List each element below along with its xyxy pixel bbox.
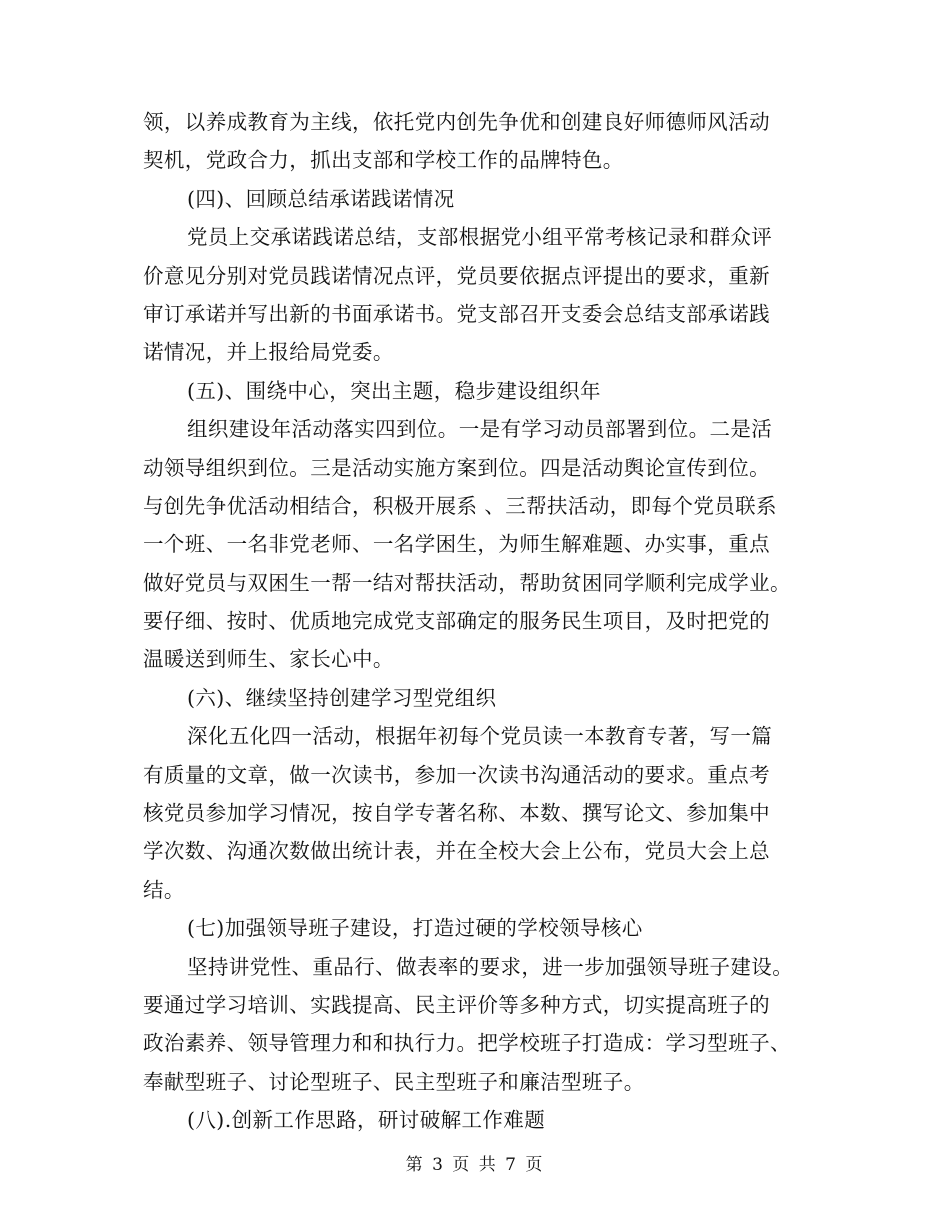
text-line: 要通过学习培训、实践提高、民主评价等多种方式，切实提高班子的 — [143, 992, 770, 1017]
text-line: 温暖送到师生、家长心中。 — [143, 647, 394, 672]
text-line: (七)加强领导班子建设，打造过硬的学校领导核心 — [187, 916, 643, 941]
text-line: 与创先争优活动相结合，积极开展系 、三帮扶活动，即每个党员联系 — [143, 493, 777, 518]
text-line: 一个班、一名非党老师、一名学困生，为师生解难题、办实事，重点 — [143, 532, 770, 557]
text-line: 做好党员与双困生一帮一结对帮扶活动，帮助贫困同学顺利完成学业。 — [143, 570, 791, 595]
text-line: 组织建设年活动落实四到位。一是有学习动员部署到位。二是活 — [187, 417, 773, 442]
text-line: 要仔细、按时、优质地完成党支部确定的服务民生项目，及时把党的 — [143, 609, 770, 634]
text-line: 有质量的文章，做一次读书，参加一次读书沟通活动的要求。重点考 — [143, 762, 770, 787]
text-line: (六)、继续坚持创建学习型党组织 — [187, 685, 497, 710]
text-line: 审订承诺并写出新的书面承诺书。党支部召开支委会总结支部承诺践 — [143, 301, 770, 326]
text-line: (五)、围绕中心，突出主题，稳步建设组织年 — [187, 378, 601, 403]
document-body — [143, 103, 823, 1140]
text-line: 领，以养成教育为主线，依托党内创先争优和创建良好师德师风活动 — [143, 110, 770, 134]
page-footer: 第 3 页 共 7 页 — [405, 1155, 545, 1175]
text-line: 契机，党政合力，抓出支部和学校工作的品牌特色。 — [143, 148, 624, 173]
text-line: 核党员参加学习情况，按自学专著名称、本数、撰写论文、参加集中 — [143, 801, 770, 826]
text-line: 坚持讲党性、重品行、做表率的要求，进一步加强领导班子建设。 — [187, 954, 794, 979]
text-line: 政治素养、领导管理力和和执行力。把学校班子打造成：学习型班子、 — [143, 1031, 791, 1056]
text-line: 深化五化四一活动，根据年初每个党员读一本教育专著，写一篇 — [187, 724, 773, 749]
text-line: 结。 — [143, 877, 185, 902]
text-line: (四)、回顾总结承诺践诺情况 — [187, 186, 455, 211]
text-line: 价意见分别对党员践诺情况点评，党员要依据点评提出的要求，重新 — [143, 263, 770, 288]
text-line: (八).创新工作思路，研讨破解工作难题 — [187, 1108, 546, 1133]
text-line: 学次数、沟通次数做出统计表，并在全校大会上公布，党员大会上总 — [143, 839, 770, 864]
text-line: 奉献型班子、讨论型班子、民主型班子和廉洁型班子。 — [143, 1069, 645, 1094]
text-line: 动领导组织到位。三是活动实施方案到位。四是活动舆论宣传到位。 — [143, 455, 770, 480]
text-line: 党员上交承诺践诺总结，支部根据党小组平常考核记录和群众评 — [187, 225, 773, 250]
text-line: 诺情况，并上报给局党委。 — [143, 340, 394, 365]
